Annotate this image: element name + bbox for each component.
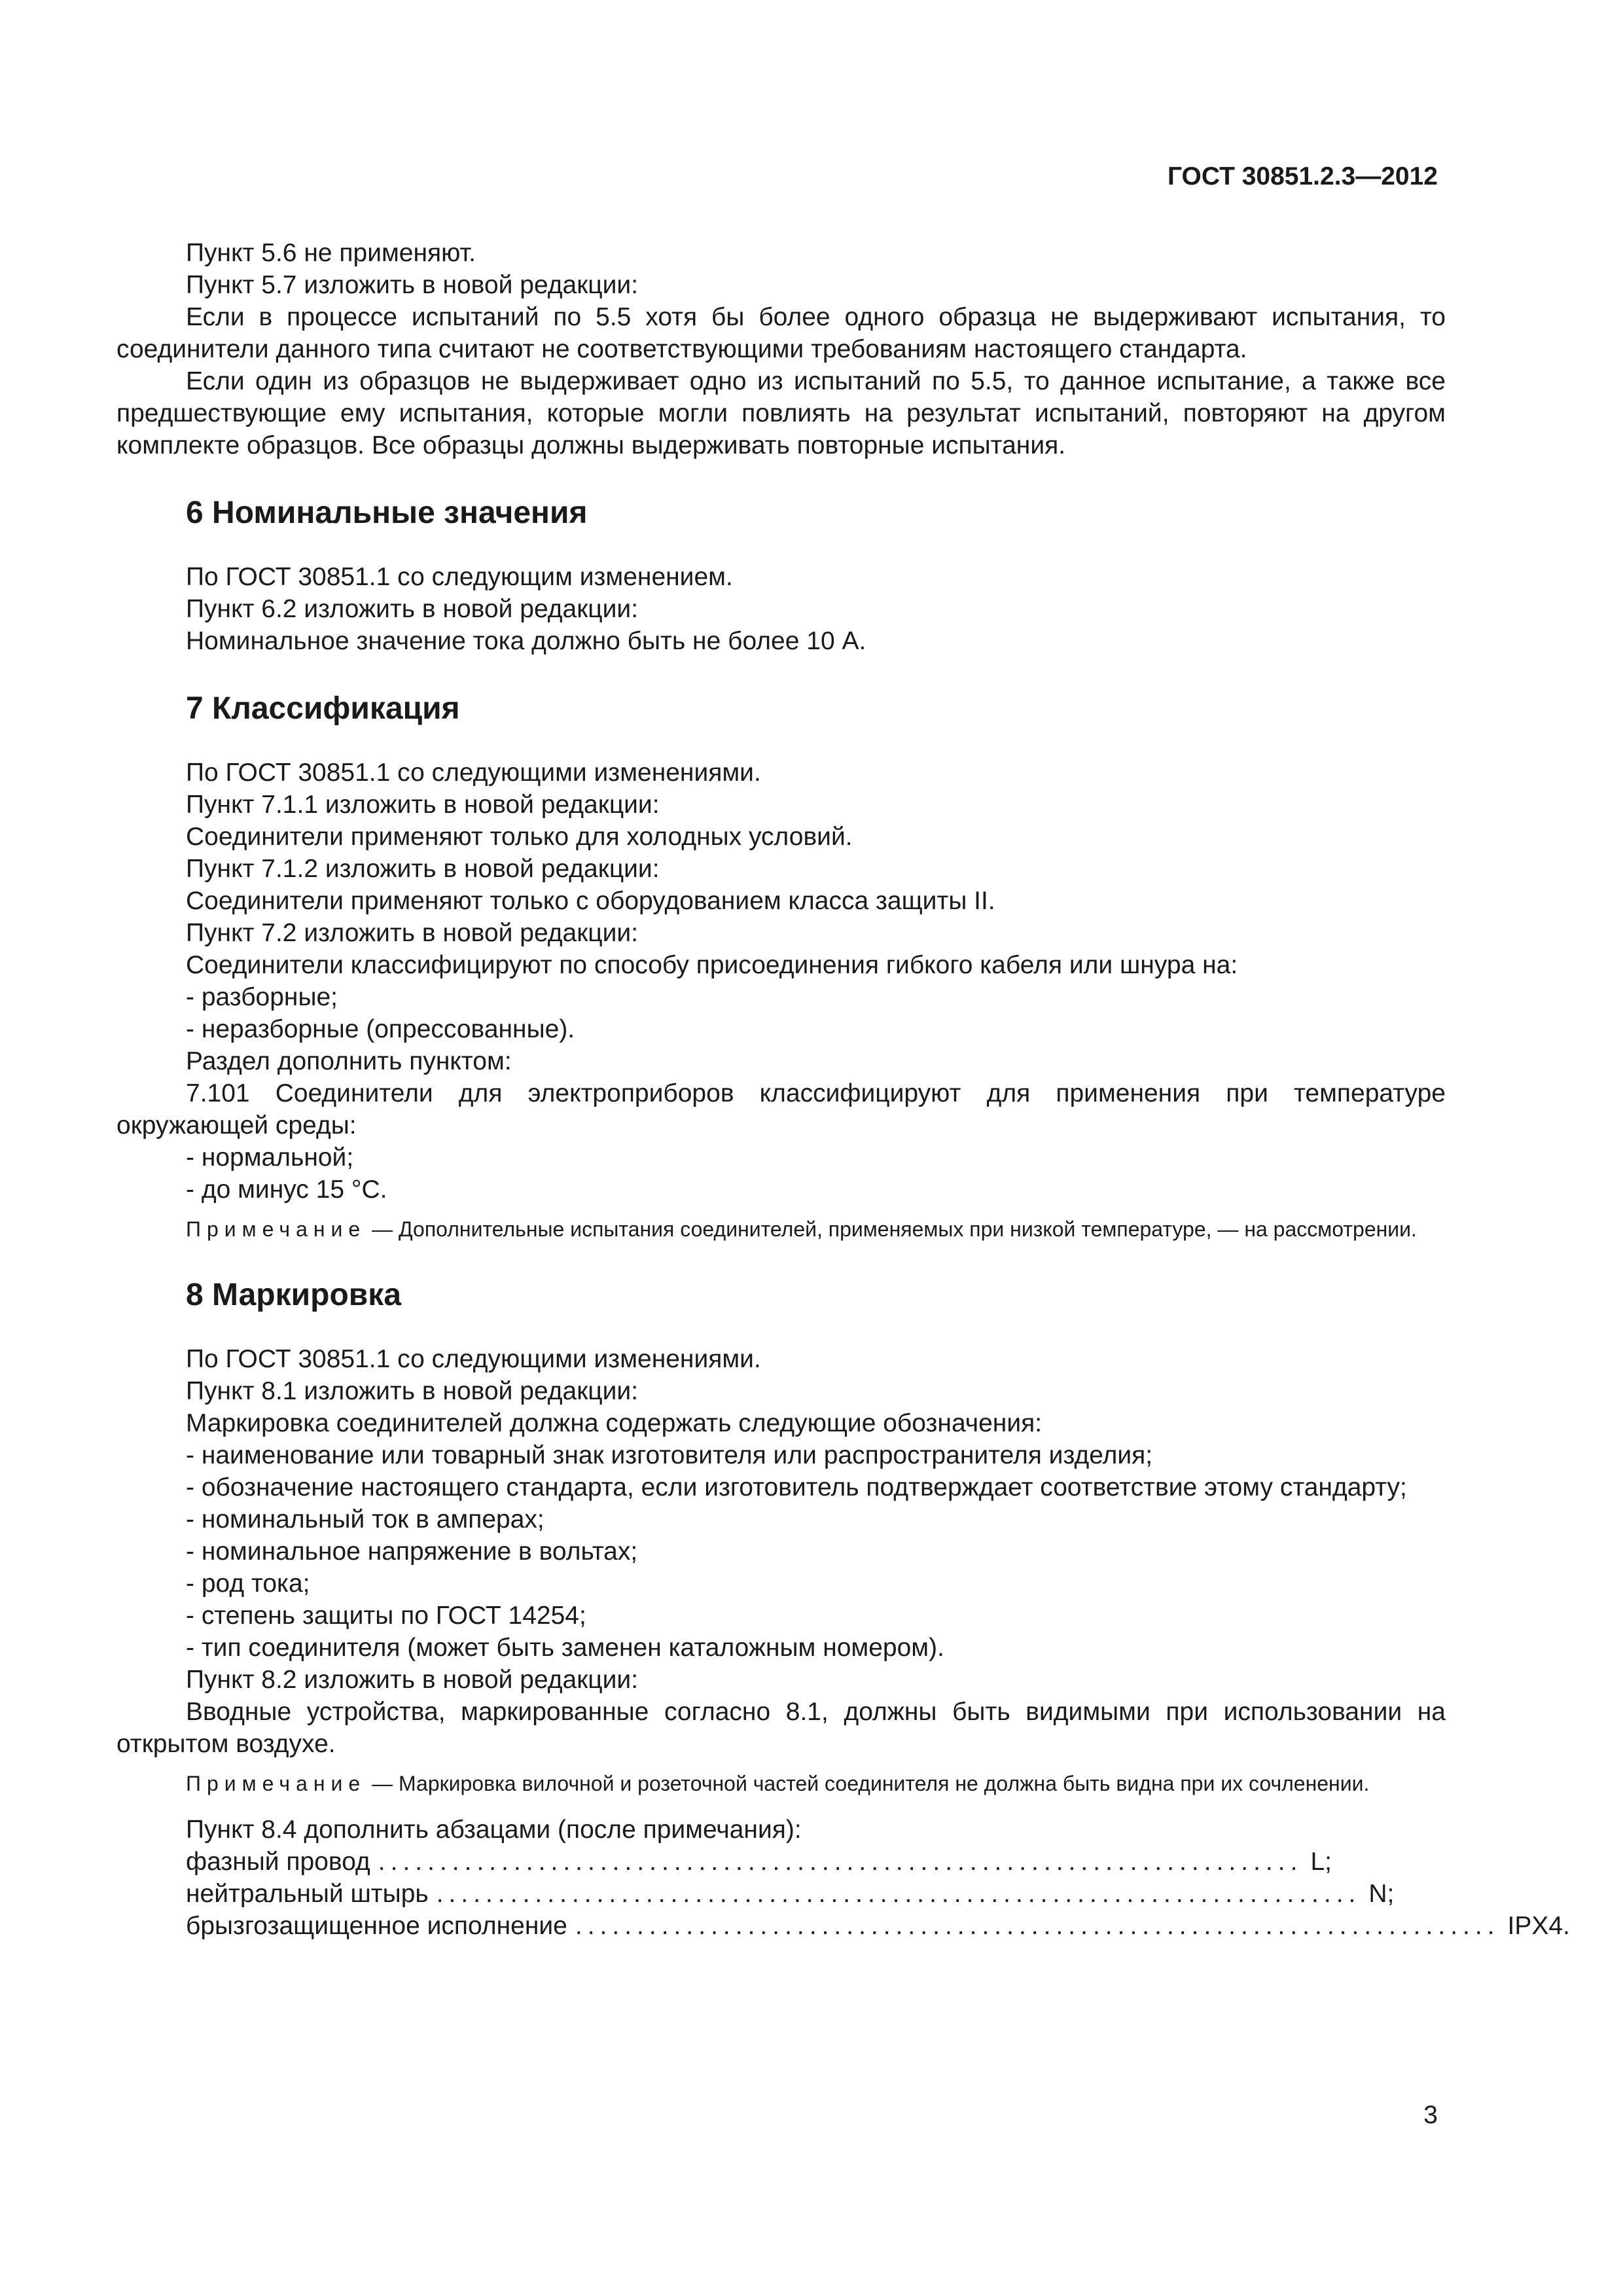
list-item: - номинальное напряжение в вольтах; (186, 1537, 638, 1566)
page-content (116, 237, 1570, 1942)
marking-row (186, 1910, 1570, 1942)
marking-label: брызгозащищенное исполнение (186, 1912, 567, 1940)
document-code: ГОСТ 30851.2.3—2012 (1167, 162, 1438, 190)
leader-dots: ........................................................................... (378, 1848, 1303, 1876)
list-item: - разборные; (186, 983, 338, 1011)
marking-label: нейтральный штырь (186, 1880, 429, 1908)
paragraph: Номинальное значение тока должно быть не более 10 А. (186, 627, 866, 655)
list-item: - обозначение настоящего стандарта, если изготовитель подтверждает соответствие этому стандарту; (186, 1473, 1407, 1501)
list-item: - до минус 15 °С. (186, 1175, 387, 1204)
paragraph: Соединители применяют только с оборудованием класса защиты II. (186, 887, 995, 915)
paragraph: Если в процессе испытаний по 5.5 хотя бы более одного образца не выдерживают испытания, то соединители данного типа считают не соответствующими требованиям настоящего стандарта. (116, 303, 1446, 363)
leader-dots: ........................................................................... (575, 1912, 1500, 1940)
paragraph: 7.101 Соединители для электроприборов классифицируют для применения при температуре окружающей среды: (116, 1079, 1446, 1139)
paragraph: Пункт 8.1 изложить в новой редакции: (186, 1377, 639, 1405)
paragraph: Пункт 7.1.1 изложить в новой редакции: (186, 791, 660, 819)
paragraph: Маркировка соединителей должна содержать следующие обозначения: (186, 1409, 1043, 1437)
note-text: — Маркировка вилочной и розеточной частей соединителя не должна быть видна при их сочленении. (366, 1772, 1370, 1795)
section-heading-7: 7 Классификация (186, 691, 460, 726)
paragraph: Раздел дополнить пунктом: (186, 1047, 512, 1075)
paragraph: По ГОСТ 30851.1 со следующим изменением. (186, 563, 733, 591)
section-heading-6: 6 Номинальные значения (186, 495, 588, 530)
note-text: — Дополнительные испытания соединителей, применяемых при низкой температуре, — на рассмотрении. (366, 1217, 1417, 1241)
section-heading-8: 8 Маркировка (186, 1278, 402, 1312)
list-item: - неразборные (опрессованные). (186, 1015, 575, 1043)
marking-row (186, 1846, 1332, 1878)
note-label: Примечание (186, 1772, 366, 1795)
list-item: - род тока; (186, 1570, 310, 1598)
paragraph: Пункт 8.2 изложить в новой редакции: (186, 1666, 639, 1694)
paragraph: Соединители применяют только для холодных условий. (186, 823, 853, 851)
paragraph: Если один из образцов не выдерживает одно из испытаний по 5.5, то данное испытание, а также все предшествующие ему испытания, которые могли повлиять на результат испытаний, повторяют на другом комплекте образцов. Все образцы должны выдерживать повторные испытания. (116, 367, 1446, 459)
list-item: - наименование или товарный знак изготовителя или распространителя изделия; (186, 1441, 1153, 1469)
marking-value: N; (1368, 1880, 1395, 1908)
marking-row (186, 1878, 1395, 1910)
paragraph: Пункт 5.7 изложить в новой редакции: (186, 271, 639, 299)
paragraph: Пункт 6.2 изложить в новой редакции: (186, 595, 639, 623)
leader-dots: ........................................................................... (436, 1880, 1361, 1908)
paragraph: Пункт 7.1.2 изложить в новой редакции: (186, 855, 660, 883)
list-item: - степень защиты по ГОСТ 14254; (186, 1602, 586, 1630)
paragraph: По ГОСТ 30851.1 со следующими изменениями. (186, 759, 761, 787)
note (116, 1215, 1446, 1244)
page-number: 3 (1423, 2101, 1438, 2129)
note (116, 1769, 1446, 1798)
marking-label: фазный провод (186, 1848, 370, 1876)
list-item: - нормальной; (186, 1143, 354, 1172)
paragraph: Вводные устройства, маркированные согласно 8.1, должны быть видимыми при использовании на открытом воздухе. (116, 1698, 1446, 1758)
marking-value: IPX4. (1507, 1912, 1570, 1940)
paragraph: Пункт 5.6 не применяют. (186, 239, 476, 267)
list-item: - тип соединителя (может быть заменен каталожным номером). (186, 1634, 944, 1662)
paragraph: Пункт 7.2 изложить в новой редакции: (186, 919, 639, 947)
paragraph: Пункт 8.4 дополнить абзацами (после примечания): (186, 1816, 802, 1844)
paragraph: По ГОСТ 30851.1 со следующими изменениями. (186, 1345, 761, 1373)
marking-value: L; (1310, 1848, 1332, 1876)
paragraph: Соединители классифицируют по способу присоединения гибкого кабеля или шнура на: (186, 951, 1238, 979)
list-item: - номинальный ток в амперах; (186, 1505, 544, 1534)
note-label: Примечание (186, 1217, 366, 1241)
